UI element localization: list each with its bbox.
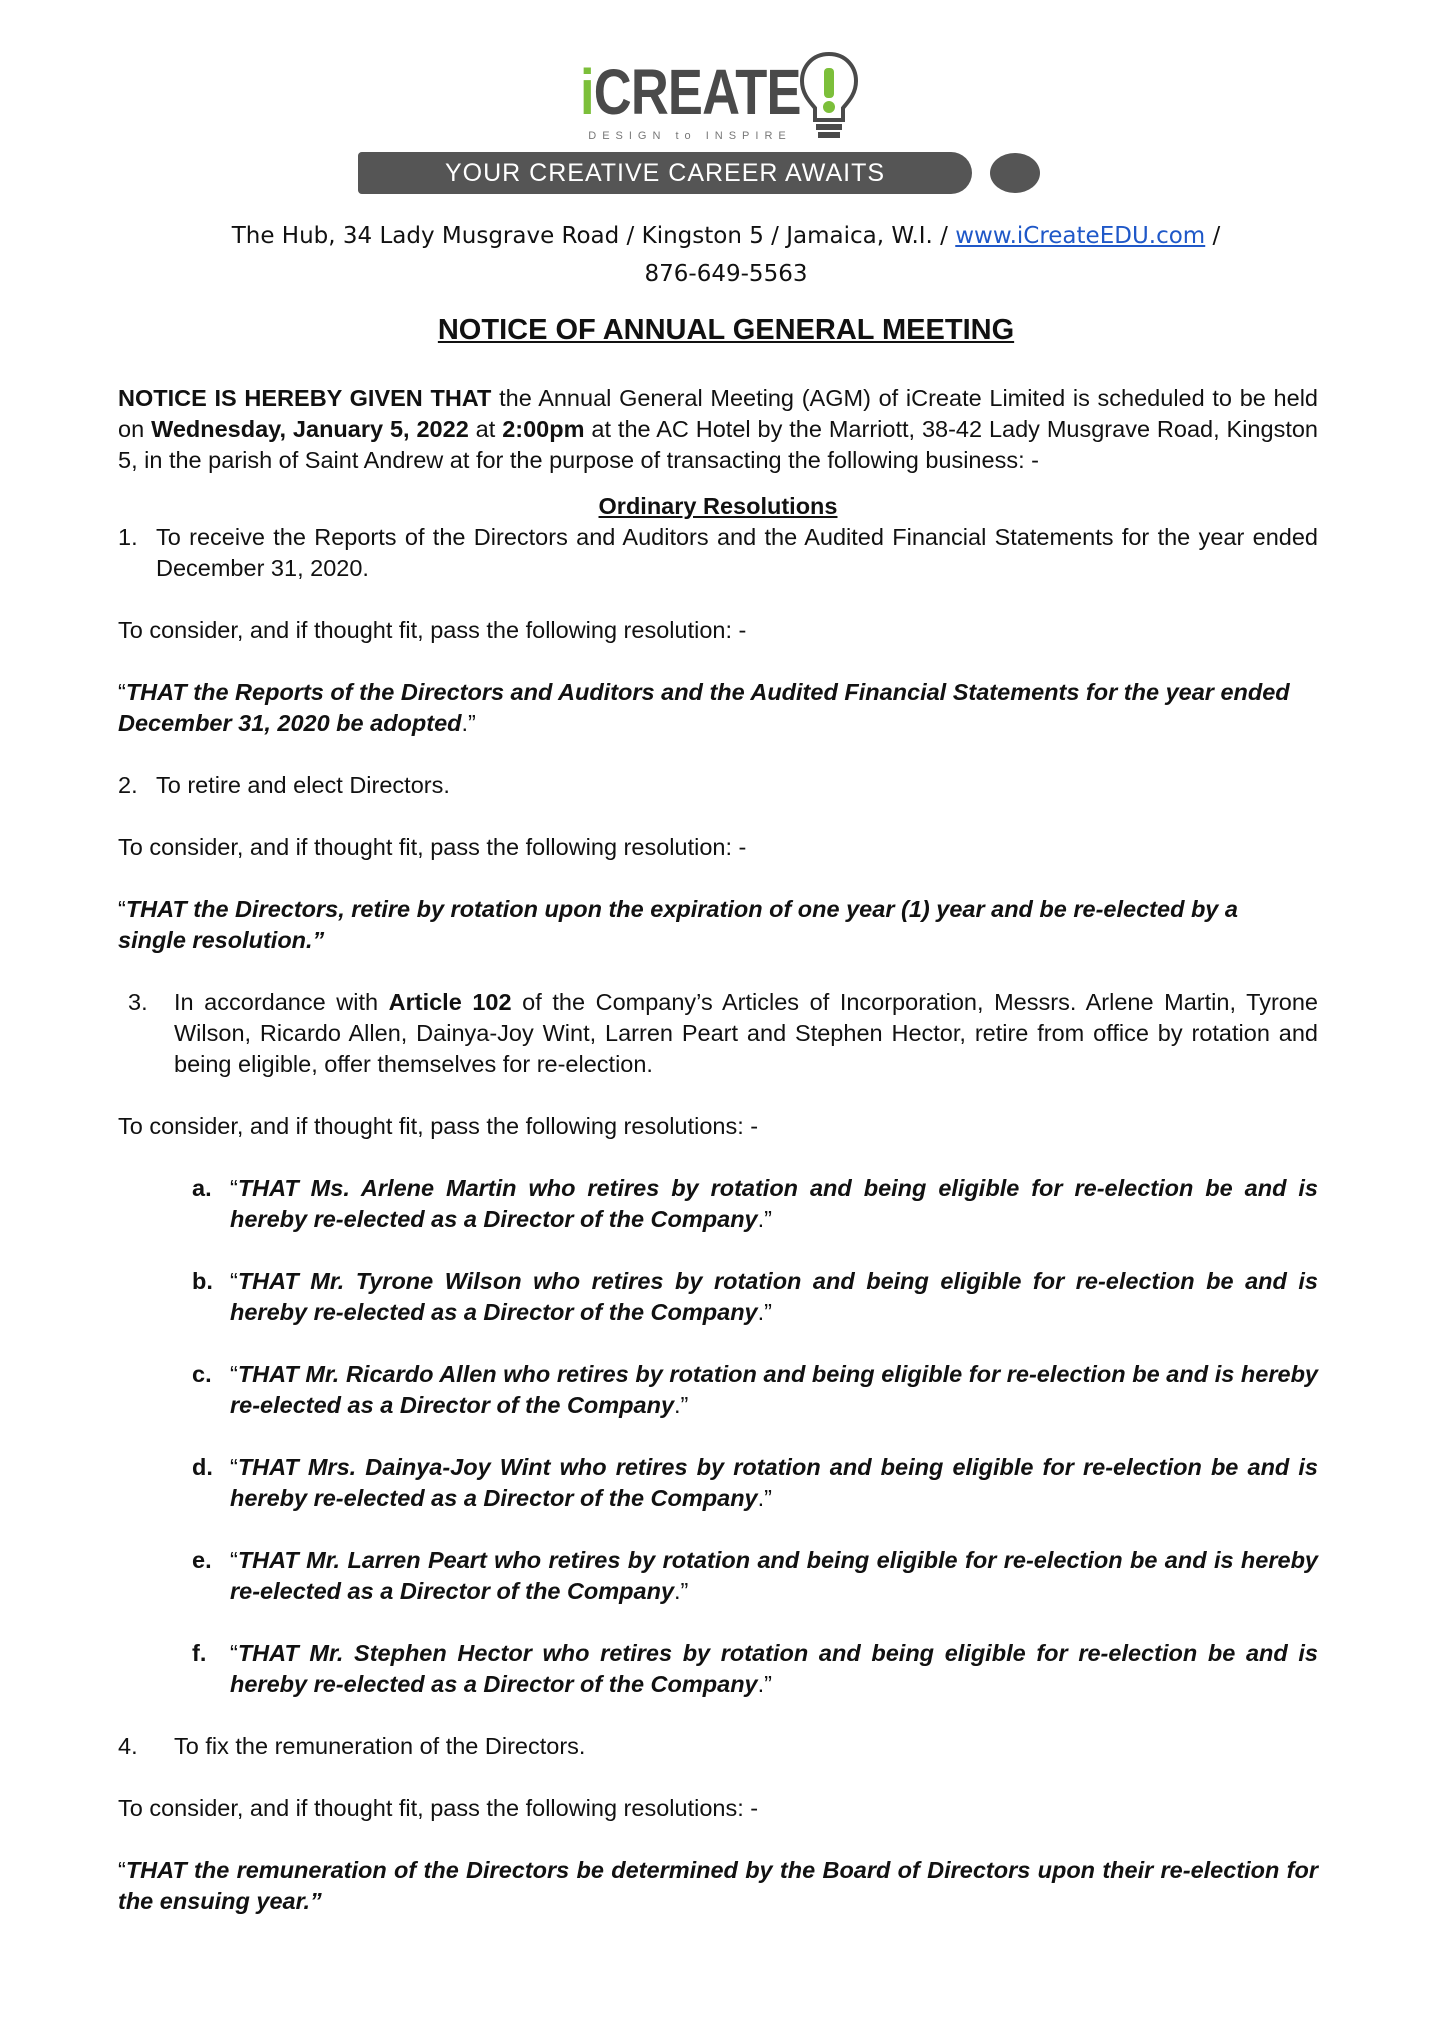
open-quote: “	[230, 1547, 238, 1573]
consider-text: To consider, and if thought fit, pass the following resolution: -	[118, 617, 747, 643]
meeting-date: Wednesday, January 5, 2022	[151, 416, 469, 442]
agenda-item-4	[118, 1731, 1318, 1762]
open-quote: “	[118, 1857, 126, 1883]
sub-resolution-text: THAT Mr. Tyrone Wilson who retires by rotation and being eligible for re-election be and is hereby re-elected as a Director of the Company	[230, 1268, 1318, 1325]
close-quote: .”	[674, 1392, 689, 1418]
sub-resolution-text: THAT Mr. Larren Peart who retires by rotation and being eligible for re-election be and is hereby re-elected as a Director of the Company	[230, 1547, 1318, 1604]
agenda-item-3	[118, 987, 1318, 1080]
section-heading: Ordinary Resolutions	[598, 493, 838, 519]
consider-text: To consider, and if thought fit, pass the following resolution: -	[118, 834, 747, 860]
item-text: To retire and elect Directors.	[156, 772, 450, 798]
item-number: 4.	[118, 1733, 138, 1759]
open-quote: “	[230, 1640, 238, 1666]
intro-text-3: at the AC Hotel by the Marriott, 38-42 Lady Musgrave Road, Kingston 5, in the parish of Saint Andrew at for the purpose of transacting the following business: -	[118, 416, 1318, 473]
logo-letter-i: i	[580, 56, 594, 128]
resolution-1	[118, 677, 1318, 739]
resolution-2	[118, 894, 1318, 956]
close-quote: .”	[461, 710, 476, 736]
resolution-text: THAT the Directors, retire by rotation upon the expiration of one year (1) year and be re-elected by a single resolution.”	[118, 896, 1238, 953]
logo-letters-create: CREATE	[593, 56, 801, 128]
sub-letter: f.	[192, 1640, 207, 1666]
logo-wordmark	[580, 56, 801, 128]
consider-text: To consider, and if thought fit, pass the following resolutions: -	[118, 1113, 759, 1139]
banner-dot	[990, 153, 1040, 193]
resolution-text: THAT the remuneration of the Directors be determined by the Board of Directors upon their re-election for the ensuing year.”	[118, 1857, 1318, 1914]
sub-resolution-f	[118, 1638, 1318, 1700]
sub-letter: a.	[192, 1175, 212, 1201]
sub-resolution-c	[118, 1359, 1318, 1421]
close-quote: .”	[757, 1671, 772, 1697]
resolution-4	[118, 1855, 1318, 1917]
sub-resolution-d	[118, 1452, 1318, 1514]
intro-text-2: at	[468, 416, 503, 442]
sub-resolution-a	[118, 1173, 1318, 1235]
open-quote: “	[230, 1175, 238, 1201]
sub-letter: c.	[192, 1361, 212, 1387]
item-text: To fix the remuneration of the Directors.	[174, 1733, 586, 1759]
sub-resolution-e	[118, 1545, 1318, 1607]
open-quote: “	[230, 1361, 238, 1387]
item-text-1: In accordance with	[174, 989, 389, 1015]
open-quote: “	[118, 896, 126, 922]
item-text: To receive the Reports of the Directors and Auditors and the Audited Financial Statements for the year ended December 31, 2020.	[156, 524, 1318, 581]
intro-lead: NOTICE IS HEREBY GIVEN THAT	[118, 385, 492, 411]
intro-text-1: the Annual General Meeting (AGM) of iCreate Limited is scheduled to be held on	[118, 385, 1318, 442]
close-quote: .”	[674, 1578, 689, 1604]
phone-number: 876-649-5563	[644, 261, 808, 287]
agenda-item-1	[118, 522, 1318, 584]
lightbulb-icon	[798, 50, 860, 142]
item-number: 1.	[118, 524, 138, 550]
website-link[interactable]: www.iCreateEDU.com	[955, 223, 1206, 249]
consider-text: To consider, and if thought fit, pass the following resolutions: -	[118, 1795, 759, 1821]
agenda-item-2	[118, 770, 1318, 801]
close-quote: .”	[757, 1206, 772, 1232]
meeting-time: 2:00pm	[502, 416, 585, 442]
close-quote: .”	[757, 1485, 772, 1511]
open-quote: “	[230, 1268, 238, 1294]
logo-tagline: DESIGN to INSPIRE	[588, 130, 792, 142]
open-quote: “	[230, 1454, 238, 1480]
article-reference: Article 102	[388, 989, 512, 1015]
sub-letter: e.	[192, 1547, 212, 1573]
company-address	[100, 217, 1352, 293]
address-separator: /	[1205, 223, 1221, 249]
item-number: 3.	[128, 989, 148, 1015]
sub-letter: d.	[192, 1454, 213, 1480]
sub-resolution-b	[118, 1266, 1318, 1328]
intro-paragraph	[118, 383, 1318, 476]
company-logo	[580, 50, 880, 150]
close-quote: .”	[757, 1299, 772, 1325]
address-text: The Hub, 34 Lady Musgrave Road / Kingston 5 / Jamaica, W.I. /	[231, 223, 956, 249]
career-banner: YOUR CREATIVE CAREER AWAITS	[358, 152, 972, 194]
page-title: NOTICE OF ANNUAL GENERAL MEETING	[437, 314, 1015, 346]
notice-body	[118, 383, 1318, 1917]
item-number: 2.	[118, 772, 138, 798]
item-text-2: of the Company’s Articles of Incorporation, Messrs. Arlene Martin, Tyrone Wilson, Ricardo Allen, Dainya-Joy Wint, Larren Peart and Stephen Hector, retire from office by rotation and being eligible, offer themselves for re-election.	[174, 989, 1318, 1077]
sub-resolution-text: THAT Mr. Stephen Hector who retires by rotation and being eligible for re-election be and is hereby re-elected as a Director of the Company	[230, 1640, 1318, 1697]
sub-letter: b.	[192, 1268, 213, 1294]
sub-resolution-text: THAT Mr. Ricardo Allen who retires by rotation and being eligible for re-election be and is hereby re-elected as a Director of the Company	[230, 1361, 1318, 1418]
resolution-text: THAT the Reports of the Directors and Auditors and the Audited Financial Statements for the year ended December 31, 2020 be adopted	[118, 679, 1290, 736]
open-quote: “	[118, 679, 126, 705]
sub-resolution-text: THAT Ms. Arlene Martin who retires by rotation and being eligible for re-election be and is hereby re-elected as a Director of the Company	[230, 1175, 1318, 1232]
sub-resolution-text: THAT Mrs. Dainya-Joy Wint who retires by rotation and being eligible for re-election be and is hereby re-elected as a Director of the Company	[230, 1454, 1318, 1511]
